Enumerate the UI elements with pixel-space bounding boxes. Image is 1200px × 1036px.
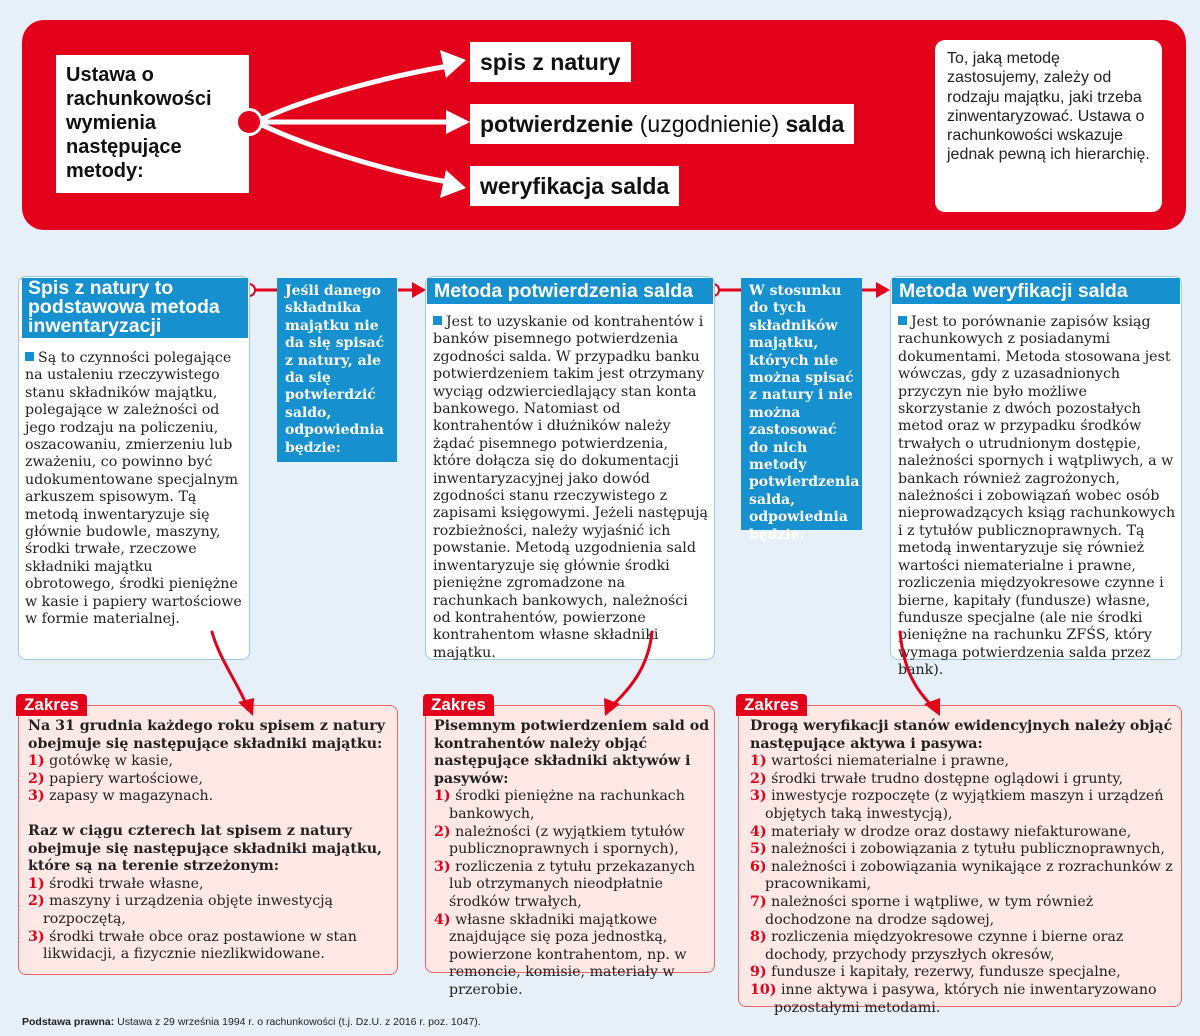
zakres-wer-lead: Drogą weryfikacji stanów ewidencyjnych należy objąć następujące aktywa i pasywa: [750, 718, 1173, 752]
hierarchy-note: To, jaką metodę zastosujemy, zależy od rodzaju majątku, jaki trzeba zinwentaryzować. Ustawa o rachunkowości wskazuje jednak pewną ich hierarchię. [935, 40, 1162, 212]
potw-title: Metoda potwierdzenia salda [427, 278, 713, 304]
list-item: 3) inwestycje rozpoczęte (z wyjątkiem maszyn i urządzeń objętych taką inwestycją), [750, 788, 1164, 822]
zakres-wer-content [750, 718, 1176, 1017]
zakres-spis-content [28, 718, 390, 964]
list-item: 9) fundusze i kapitały, rezerwy, fundusze specjalne, [750, 964, 1121, 981]
list-item: 2) maszyny i urządzenia objęte inwestycją rozpoczętą, [28, 893, 333, 927]
list-item: 4) własne składniki majątkowe znajdujące się poza jednostką, powierzone kontrahentom, np. w remoncie, komisie, materiały w przerobie. [434, 911, 687, 998]
potw-description [433, 314, 709, 662]
method-potw-bold: potwierdzenie [480, 110, 634, 137]
condition-2: W stosunku do tych składników majątku, których nie można spisać z natury i nie można zastosować do nich metody potwierdzenia salda, odpowiednia będzie: [741, 278, 862, 530]
method-potw-bold2: salda [785, 110, 845, 137]
list-item: 4) materiały w drodze oraz dostawy niefakturowane, [750, 823, 1132, 840]
method-weryfikacja-pill [470, 166, 679, 206]
method-spis-pill [470, 42, 631, 82]
bullet-square-icon [25, 352, 34, 361]
zakres-potw-lead: Pisemnym potwierdzeniem sald od kontrahentów należy objąć następujące składniki aktywów i pasywów: [434, 718, 710, 787]
list-item: 10) inne aktywa i pasywa, których nie inwentaryzowano pozostałymi metodami. [750, 981, 1157, 1016]
spis-description [25, 350, 243, 629]
bullet-square-icon [898, 316, 907, 325]
list-item: 6) należności i zobowiązania wynikające z rozrachunków z pracownikami, [750, 858, 1173, 893]
list-item: 3) środki trwałe obce oraz postawione w stan likwidacji, a fizycznie niezlikwidowane. [28, 928, 357, 963]
list-item: 3) zapasy w magazynach. [28, 788, 214, 805]
list-item: 2) papiery wartościowe, [28, 770, 203, 787]
spis-text: Są to czynności polegające na ustaleniu rzeczywistego stanu składników majątku, polegające w zależności od jego rodzaju na policzeniu, oszacowaniu, zmierzeniu lub zważeniu, co powinno być udokumentowane specjalnym arkuszem spisowym. Tą metodą inwentaryzuje się głównie budowle, maszyny, środki trwałe, rzeczowe składniki majątku obrotowego, środki pieniężne w kasie i papiery wartościowe w formie materialnej. [25, 350, 242, 628]
wer-title: Metoda weryfikacji salda [892, 278, 1180, 304]
law-box: Ustawa o rachunkowości wymienia następujące metody: [56, 55, 249, 193]
method-spis-label: spis z natury [480, 48, 621, 75]
legal-basis [22, 1016, 481, 1028]
zakres-arrows [0, 620, 1200, 730]
list-item: 1) środki pieniężne na rachunkach bankowych, [434, 788, 685, 822]
zakres-spis-lead-2: Raz w ciągu czterech lat spisem z natury obejmuje się następujące składniki majątku, które są na terenie strzeżonym: [28, 822, 382, 875]
condition-1: Jeśli danego składnika majątku nie da się spisać z natury, ale da się potwierdzić saldo, odpowiednia będzie: [277, 278, 397, 462]
list-item: 1) wartości niematerialne i prawne, [750, 753, 1010, 770]
zakres-wer-tab: Zakres [736, 694, 807, 716]
list-item: 8) rozliczenia międzyokresowe czynne i bierne oraz dochody, przychody przyszłych okresów, [750, 929, 1124, 963]
legal-basis-text: Ustawa z 29 września 1994 r. o rachunkowości (t.j. Dz.U. z 2016 r. poz. 1047). [114, 1016, 481, 1028]
spis-title: Spis z natury to podstawowa metoda inwentaryzacji [22, 278, 248, 338]
list-item: 1) gotówkę w kasie, [28, 753, 174, 770]
list-item: 2) środki trwałe trudno dostępne oglądowi i grunty, [750, 770, 1124, 787]
potw-text: Jest to uzyskanie od kontrahentów i banków pisemnego potwierdzenia zgodności salda. W przypadku banku potwierdzeniem takim jest otrzymany wyciąg odzwierciedlający stan konta bankowego. Natomiast od kontrahentów i dłużników należy żądać pisemnego potwierdzenia, które dołącza się do dokumentacji inwentaryzacyjnej jako dowód zgodności stanu rzeczywistego z zapisami księgowymi. Jeżeli następują rozbieżności, należy wyjaśnić ich powstanie. Metodą uzgodnienia sald inwentaryzuje się głównie środki pieniężne zgromadzone na rachunkach bankowych, należności od kontrahentów, powierzone kontrahentom własne składniki majątku. [433, 314, 708, 661]
hub-dot [235, 108, 263, 136]
zakres-potw-content [434, 718, 710, 1000]
method-potwierdzenie-pill [470, 104, 854, 144]
list-item: 5) należności i zobowiązania z tytułu publicznoprawnych, [750, 841, 1165, 858]
legal-basis-label: Podstawa prawna: [22, 1016, 115, 1028]
zakres-potw-tab: Zakres [423, 694, 494, 716]
list-item: 7) należności sporne i wątpliwe, w tym również dochodzone na drodze sądowej, [750, 893, 1094, 928]
list-item: 3) rozliczenia z tytułu przekazanych lub otrzymanych nieodpłatnie środków trwałych, [434, 858, 696, 910]
bullet-square-icon [433, 316, 442, 325]
method-wer-label: weryfikacja salda [480, 172, 670, 199]
list-item: 1) środki trwałe własne, [28, 875, 204, 892]
zakres-spis-lead-1: Na 31 grudnia każdego roku spisem z natury obejmuje się następujące składniki majątku: [28, 718, 385, 752]
wer-text: Jest to porównanie zapisów ksiąg rachunkowych z posiadanymi dokumentami. Metoda stosowana jest wówczas, gdy z uzasadnionych przyczyn nie było możliwe skorzystanie z dwóch pozostałych metod oraz w przypadku środków trwałych o utrudnionym dostępie, należności spornych i wątpliwych, a w bankach również zagrożonych, należności i zobowiązań wobec osób nieprowadzących ksiąg rachunkowych i z tytułów publicznoprawnych. Tą metodą inwentaryzuje się również wartości niematerialne i prawne, rozliczenia międzyokresowe czynne i bierne, kapitały (fundusze) własne, fundusze specjalne (ale nie środki pieniężne na rachunku ZFŚS, który wymaga potwierdzenia salda przez bank). [898, 314, 1176, 679]
zakres-spis-tab: Zakres [16, 694, 87, 716]
method-potw-light: (uzgodnienie) [633, 110, 786, 137]
list-item: 2) należności (z wyjątkiem tytułów publicznoprawnych i spornych), [434, 823, 685, 858]
